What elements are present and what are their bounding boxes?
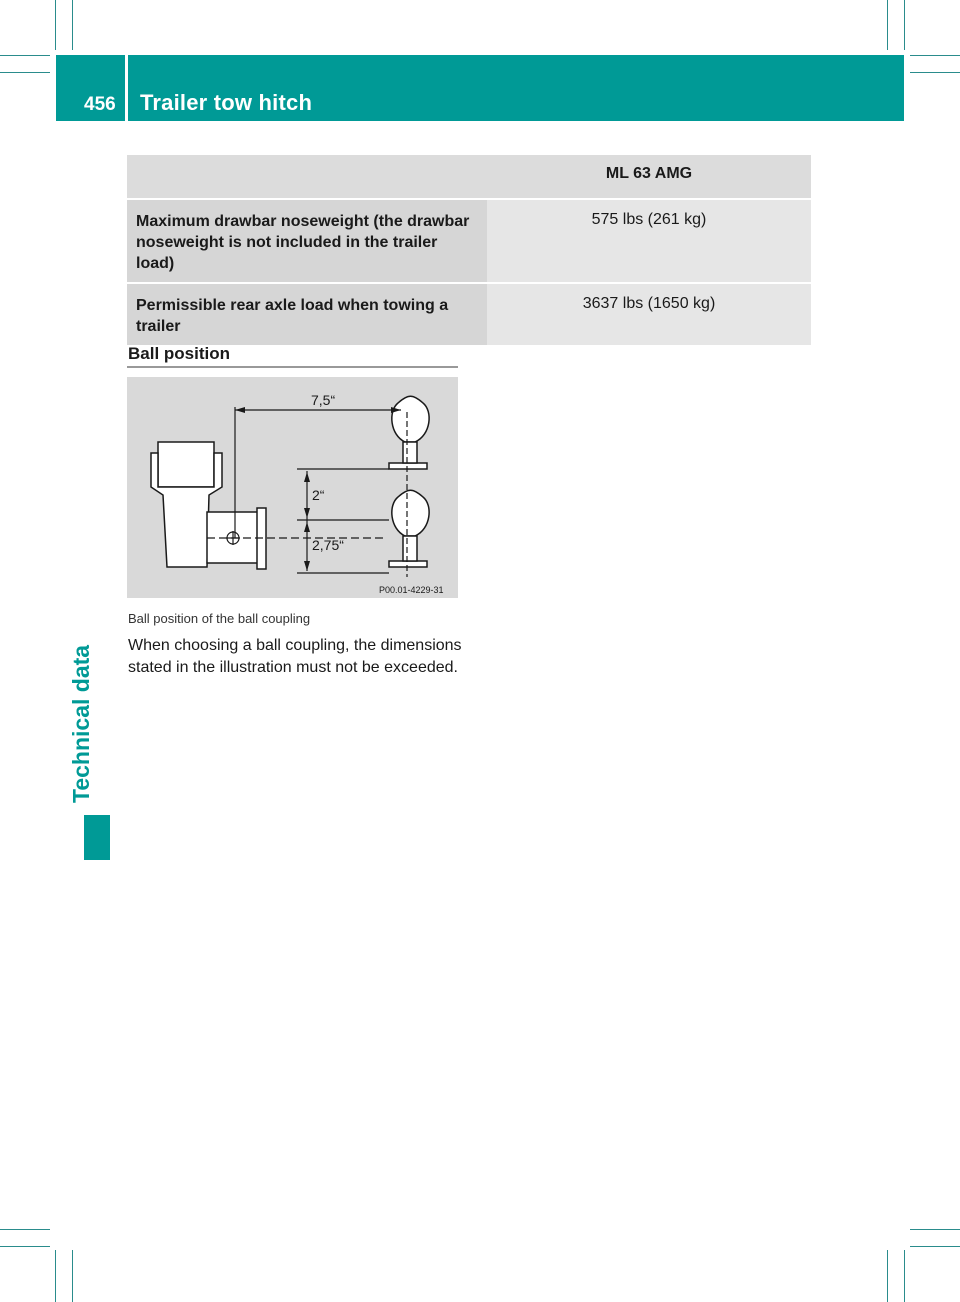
crop-mark xyxy=(0,1246,50,1247)
row-label: Maximum drawbar noseweight (the drawbar noseweight is not included in the trailer load) xyxy=(127,198,487,282)
crop-mark xyxy=(72,0,73,50)
page-number: 456 xyxy=(84,94,116,115)
figure-code: P00.01-4229-31 xyxy=(379,585,444,595)
crop-mark xyxy=(55,1250,56,1302)
row-value: 3637 lbs (1650 kg) xyxy=(487,282,811,345)
crop-mark xyxy=(910,55,960,56)
page-title: Trailer tow hitch xyxy=(140,90,313,115)
side-tab-marker xyxy=(84,815,110,860)
table-header-empty xyxy=(127,155,487,198)
side-tab-label: Technical data xyxy=(68,644,94,803)
section-rule xyxy=(127,366,458,368)
crop-mark xyxy=(910,1229,960,1230)
figure-caption: Ball position of the ball coupling xyxy=(128,611,311,626)
crop-mark xyxy=(0,72,50,73)
ball-position-diagram xyxy=(127,377,458,598)
crop-mark xyxy=(887,1250,888,1302)
row-label: Permissible rear axle load when towing a trailer xyxy=(127,282,487,345)
table-row xyxy=(127,282,811,345)
table-header-row xyxy=(127,155,811,198)
crop-mark xyxy=(0,55,50,56)
crop-mark xyxy=(887,0,888,50)
crop-mark xyxy=(0,1229,50,1230)
table-column-header: ML 63 AMG xyxy=(487,155,811,198)
table-row xyxy=(127,198,811,282)
crop-mark xyxy=(904,1250,905,1302)
crop-mark xyxy=(55,0,56,50)
ball-position-figure xyxy=(127,377,458,598)
row-value: 575 lbs (261 kg) xyxy=(487,198,811,282)
crop-mark xyxy=(904,0,905,50)
crop-mark xyxy=(910,1246,960,1247)
dim-lower-label: 2,75“ xyxy=(312,537,344,553)
body-paragraph: When choosing a ball coupling, the dimensions stated in the illustration must not be exceeded. xyxy=(128,637,462,676)
crop-mark xyxy=(910,72,960,73)
dim-horizontal-label: 7,5“ xyxy=(311,392,336,408)
spec-table xyxy=(127,155,811,345)
crop-mark xyxy=(72,1250,73,1302)
dim-upper-label: 2“ xyxy=(312,487,325,503)
section-title: Ball position xyxy=(128,344,230,363)
header-divider xyxy=(125,55,128,121)
